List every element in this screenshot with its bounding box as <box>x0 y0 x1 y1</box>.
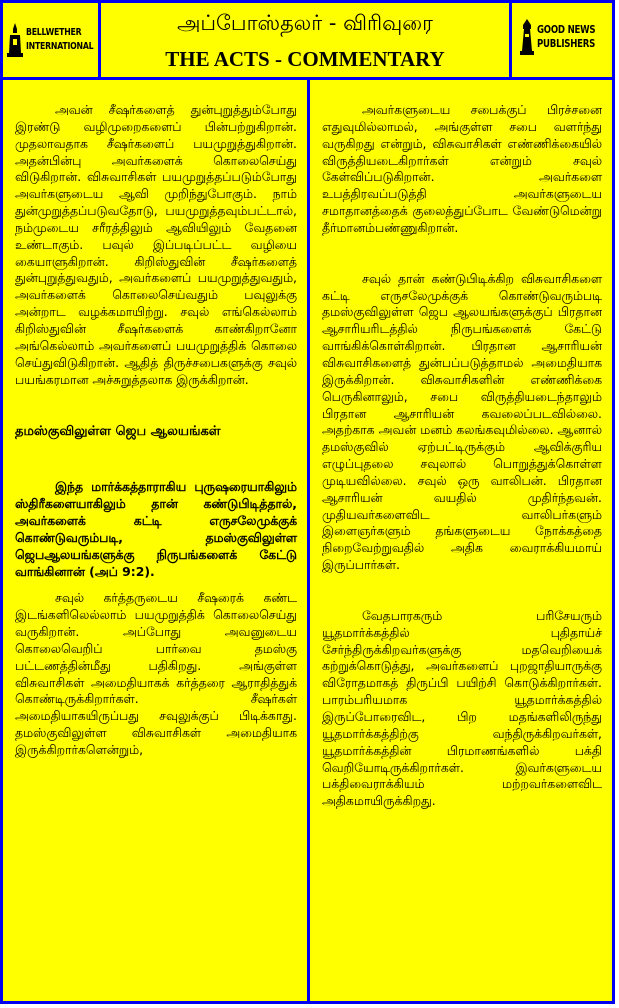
right-paragraph-2: சவுல் தான் கண்டுபிடிக்கிற விசுவாசிகளை கட்டி எருசலேமுக்குக் கொண்டுவரும்படி தமஸ்குவிலுள்ள ஜெப ஆலயங்களுக்குப் பிரதான ஆசாரியரிடத்தில் நிருபங்களைக் கேட்டு வாங்கிக்கொள்கிறான். பிரதான ஆசாரியன் விசுவாசிகளைத் துன்பப்படுத்தாமல் அமைதியாக இருக்கிறான். விசுவாசிகளின் எண்ணிக்கை பெருகினாலும், சபை விருத்தியடைந்தாலும் பிரதான ஆசாரியன் கவலைப்படவில்லை. அதற்காக அவன் மனம் கலங்கவுமில்லை. ஆனால் தமஸ்குவில் ஏற்பட்டிருக்கும் ஆவிக்குரிய எழுப்புதலை சவுலால் பொறுத்துக்கொள்ள முடியவில்லை. சவுல் ஒரு வாலிபன். பிரதான ஆசாரியன் வயதில் முதிர்ந்தவன். முதியவர்களைவிட வாலிபர்களும் இளைஞர்களும் தங்களுடைய நோக்கத்தை நிறைவேற்றுவதில் அதிக வைராக்கியமாய் இருப்பார்கள். <box>322 270 602 573</box>
right-paragraph-1: அவர்களுடைய சபைக்குப் பிரச்சனை எதுவுமில்லாமல், அங்குள்ள சபை வளர்ந்து வருகிறது என்றும், விசுவாசிகள் எண்ணிக்கையில் விருத்தியடைகிறார்கள் என்றும் சவுல் கேள்விப்படுகிறான். அவர்களை உபத்திரவப்படுத்தி அவர்களுடைய சமாதானத்தைக் குலைத்துப்போட வேண்டுமென்று தீர்மானம்பண்ணுகிறான். <box>322 102 602 235</box>
left-column <box>3 80 307 1001</box>
bellwether-line2: INTERNATIONAL <box>26 41 94 52</box>
right-column <box>310 80 612 1001</box>
right-paragraph-3: வேதபாரகரும் பரிசேயரும் யூதமார்க்கத்தில் புதிதாய்ச் சேர்ந்திருக்கிறவர்களுக்கு மதவெறியைக் கற்றுக்கொடுத்து, அவர்களைப் புறஜாதியாருக்கு விரோதமாகத் திருப்பி பயிற்சி கொடுக்கிறார்கள். பாரம்பரியமாக யூதமார்க்கத்தில் இருப்போரைவிட, பிற மதங்களிலிருந்து யூதமார்க்கத்திற்கு வந்திருக்கிறவர்கள், யூதமார்க்கத்தின் பிரமாணங்களில் பக்தி வெறியோடிருக்கிறார்கள். இவர்களுடைய பக்திவைராக்கியம் மற்றவர்களைவிட அதிகமாயிருக்கிறது. <box>322 607 602 809</box>
left-paragraph-2: சவுல் கர்த்தருடைய சீஷரைக் கண்ட இடங்களிலெல்லாம் பயமுறுத்திக் கொலைசெய்து வருகிறான். அப்போது அவனுடைய கொலைவெறிப் பார்வை தமஸ்கு பட்டணத்தின்மீது பதிகிறது. அங்குள்ள விசுவாசிகள் அமைதியாகக் கர்த்தரை ஆராதித்துக் கொண்டிருக்கிறார்கள். சீஷர்கள் அமைதியாகயிருப்பது சவுலுக்குப் பிடிக்காது. தமஸ்குவிலுள்ள விசுவாசிகள் அமைதியாக இருக்கிறார்களென்றும், <box>15 590 297 757</box>
title-panel <box>101 3 509 77</box>
title-english: THE ACTS - COMMENTARY <box>165 47 445 71</box>
title-tamil: அப்போஸ்தலர் - விரிவுரை <box>177 11 433 35</box>
lighthouse-icon <box>520 19 534 55</box>
good-news-line1: GOOD NEWS <box>537 23 596 36</box>
left-paragraph-1: அவன் சீஷர்களைத் துன்புறுத்தும்போது இரண்டு வழிமுறைகளைப் பின்பற்றுகிறான். முதலாவதாக சீஷர்களைப் பயமுறுத்துகிறான். அதன்பின்பு அவர்களைக் கொலைசெய்து விடுகிறான். விசுவாசிகள் பயமுறுத்தப்படும்போது அவர்களுடைய ஆவி முறிந்துபோகும். நாம் துன்முறுத்தப்படுவதோடு, பயமுறுத்தவும்பட்டால், நம்முடைய சரீரத்திலும் ஆவியிலும் வேதனை உண்டாகும். பவுல் இப்படிப்பட்ட வழியை கையாளுகிறான். கிறிஸ்துவின் சீஷர்களைத் துன்புறுத்துவதும், அவர்களைப் பயமுறுத்துவதும், அவர்களைக் கொலைசெய்வதும் பவுலுக்கு அன்றாட வழக்கமாயிற்று. சவுல் எங்கெல்லாம் கிறிஸ்துவின் சீஷர்களைக் காண்கிறானோ அங்கெல்லாம் அவர்களைப் பயமுறுத்திக் கொலை செய்துவிடுகிறான். ஆதித் திருச்சபைகளுக்கு சவுல் பயங்கரமான அச்சுறுத்தலாக இருக்கிறான். <box>15 102 297 387</box>
good-news-logo-panel <box>512 3 612 77</box>
bellwether-line1: BELLWETHER <box>26 27 82 38</box>
bellwether-logo-panel <box>3 3 98 77</box>
bellwether-logo <box>7 23 112 57</box>
good-news-line2: PUBLISHERS <box>537 37 596 50</box>
section-heading: தமஸ்குவிலுள்ள ஜெப ஆலயங்கள் <box>15 424 221 440</box>
good-news-logo <box>520 19 612 55</box>
bell-tower-icon <box>7 23 23 57</box>
scripture-verse: இந்த மார்க்கத்தாராகிய புருஷரையாகிலும் ஸ்திரீகளையாகிலும் தான் கண்டுபிடித்தால், அவர்களைக் கட்டி எருசலேமுக்குக் கொண்டுவரும்படி, தமஸ்குவிலுள்ள ஜெபஆலயங்களுக்கு நிருபங்களைக் கேட்டு வாங்கினான் (அப் 9:2). <box>15 479 297 579</box>
